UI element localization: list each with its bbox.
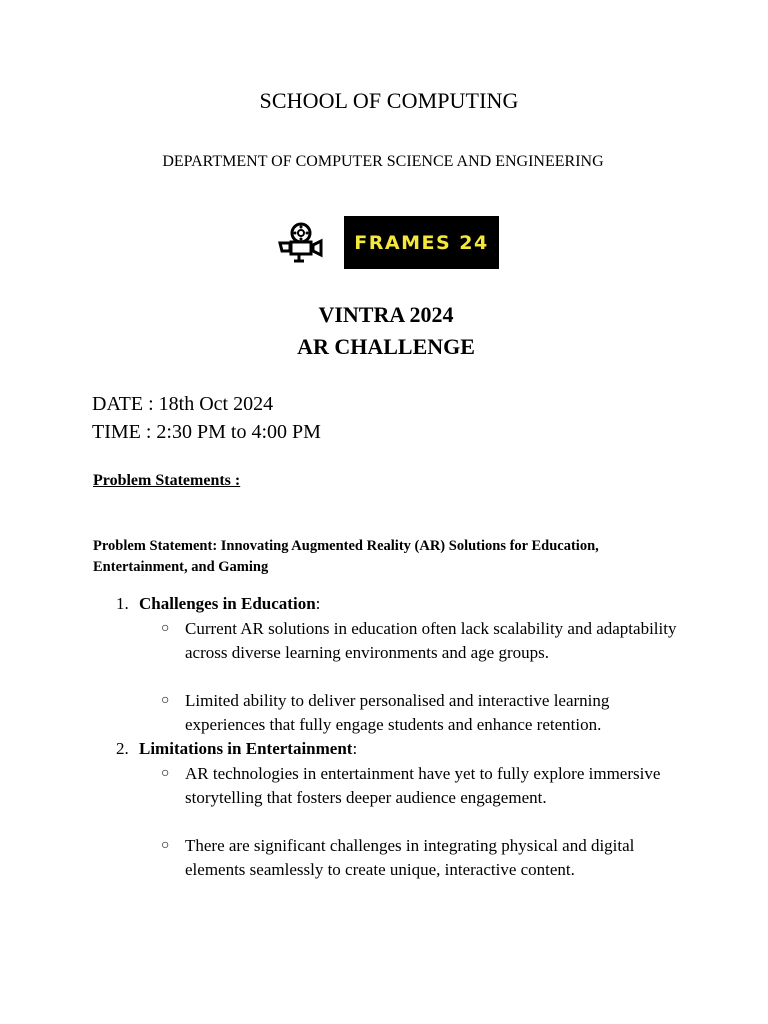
hollow-circle-bullet-icon: ○ — [161, 838, 170, 853]
sub-item-text: There are significant challenges in integrating physical and digital elements seamlessly to create unique, interactive content. — [185, 836, 635, 879]
frames-logo — [267, 216, 499, 269]
list-item-colon: : — [352, 739, 358, 758]
event-date: DATE : 18th Oct 2024 — [92, 393, 274, 415]
list-item-education — [116, 592, 320, 616]
list-item-title: Limitations in Entertainment — [139, 739, 353, 758]
event-subtitle: AR CHALLENGE — [297, 334, 475, 359]
logo-text: FRAMES 24 — [354, 231, 489, 254]
problem-statements-heading: Problem Statements : — [93, 472, 241, 489]
sub-item — [161, 689, 681, 737]
event-name: VINTRA 2024 — [318, 302, 454, 327]
list-item-title: Challenges in Education — [139, 594, 316, 613]
sub-item — [161, 762, 681, 810]
list-item-entertainment — [116, 737, 357, 761]
school-title: SCHOOL OF COMPUTING — [259, 88, 519, 113]
camera-film-reel-icon — [267, 216, 344, 269]
list-item-colon: : — [315, 594, 321, 613]
sub-item — [161, 834, 681, 882]
event-time: TIME : 2:30 PM to 4:00 PM — [92, 421, 321, 443]
sub-item-text: AR technologies in entertainment have yet to fully explore immersive storytelling that fosters deeper audience engagement. — [185, 764, 661, 807]
department-title: DEPARTMENT OF COMPUTER SCIENCE AND ENGINEERING — [162, 153, 604, 170]
problem-statement-text: Problem Statement: Innovating Augmented Reality (AR) Solutions for Education, Entertainment, and Gaming — [93, 538, 599, 575]
sub-item-text: Limited ability to deliver personalised and interactive learning experiences that fully engage students and enhance retention. — [185, 691, 610, 734]
list-number: 2. — [116, 739, 129, 758]
logo-text-box — [344, 216, 499, 269]
hollow-circle-bullet-icon: ○ — [161, 693, 170, 708]
list-number: 1. — [116, 594, 129, 613]
hollow-circle-bullet-icon: ○ — [161, 766, 170, 781]
sub-item-text: Current AR solutions in education often lack scalability and adaptability across diverse learning environments and age groups. — [185, 619, 677, 662]
sub-item — [161, 617, 681, 665]
hollow-circle-bullet-icon: ○ — [161, 621, 170, 636]
